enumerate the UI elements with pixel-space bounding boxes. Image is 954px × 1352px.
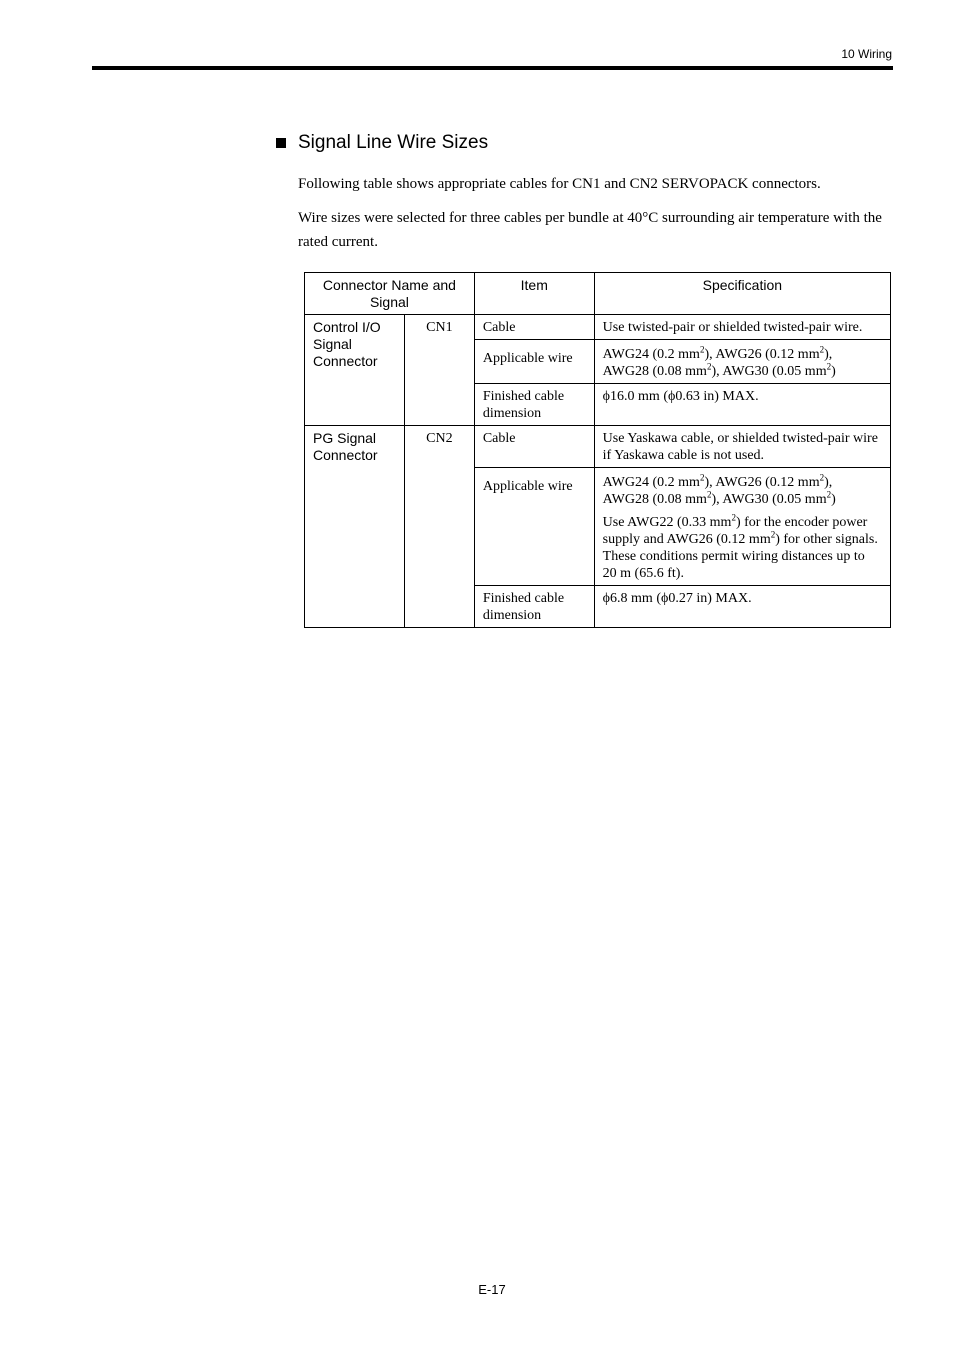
connector-name: Control I/O Signal Connector [305, 315, 405, 426]
spec-cell: Use twisted-pair or shielded twisted-pair wire. [594, 315, 890, 340]
conditions-paragraph: Wire sizes were selected for three cables per bundle at 40°C surrounding air temperature with the rated current. [298, 210, 882, 250]
table-header-row [305, 273, 891, 315]
item-cell: Applicable wire [474, 468, 594, 586]
item-cell: Finished cable dimension [474, 586, 594, 628]
spec-cell: ϕ6.8 mm (ϕ0.27 in) MAX. [594, 586, 890, 628]
spec-line: AWG28 (0.08 $mm^2$), AWG30 (0.05 $mm^2$) [602, 489, 836, 507]
spec-cell [594, 340, 890, 384]
header-rule [92, 66, 893, 70]
item-cell: Applicable wire [474, 340, 594, 384]
item-cell: Cable [474, 426, 594, 468]
connector-code: CN2 [404, 426, 474, 628]
page-number: E-17 [478, 1282, 506, 1297]
chapter-header: 10 Wiring [841, 47, 892, 61]
header-specification: Specification [594, 273, 890, 315]
item-cell: Cable [474, 315, 594, 340]
section-heading [276, 132, 488, 154]
intro-paragraph: Following table shows appropriate cables for CN1 and CN2 SERVOPACK connectors. [298, 176, 821, 192]
spec-cell: Use Yaskawa cable, or shielded twisted-pair wire if Yaskawa cable is not used. [594, 426, 890, 468]
spec-line: AWG28 (0.08 $mm^2$), AWG30 (0.05 $mm^2$) [602, 361, 836, 379]
item-cell: Finished cable dimension [474, 384, 594, 426]
spec-line: AWG24 (0.2 $mm^2$), AWG26 (0.12 $mm^2$), [602, 344, 833, 362]
square-bullet-icon [276, 138, 286, 148]
section-title: Signal Line Wire Sizes [298, 132, 489, 153]
spec-cell [594, 468, 890, 586]
spec-line: AWG24 (0.2 $mm^2$), AWG26 (0.12 $mm^2$), [602, 472, 833, 490]
table-row [305, 315, 891, 340]
spec-note: Use AWG22 (0.33 $mm^2$) for the encoder power supply and AWG26 (0.12 $mm^2$) for other signals. These conditions permit wiring distances up to 20 m (65.6 ft). [602, 512, 878, 581]
table-row [305, 426, 891, 468]
connector-name: PG Signal Connector [305, 426, 405, 628]
header-connector: Connector Name and Signal [305, 273, 475, 315]
signal-wire-table [304, 272, 891, 628]
connector-code: CN1 [404, 315, 474, 426]
spec-cell: ϕ16.0 mm (ϕ0.63 in) MAX. [594, 384, 890, 426]
header-item: Item [474, 273, 594, 315]
